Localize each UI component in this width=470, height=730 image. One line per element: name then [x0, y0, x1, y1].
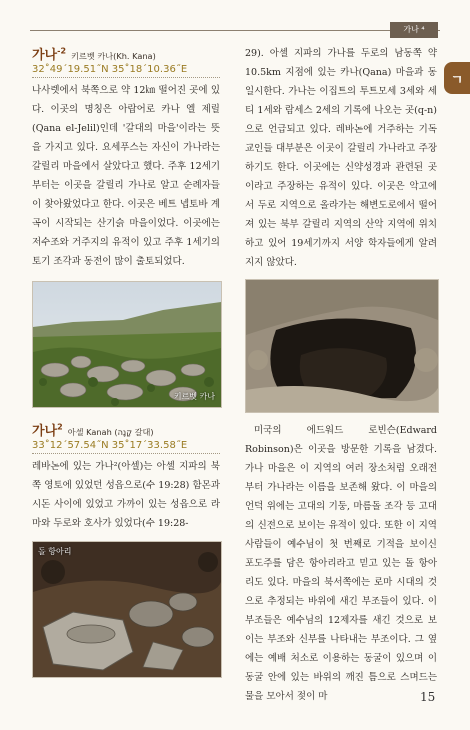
right-paragraph-1: 29). 아셀 지파의 가나를 두로의 남동쪽 약 10.5km 지점에 있는 카나(Qana) 마을과 동일시한다. 가나는 이집트의 투트모세 3세와 세티 1세와 람세스 2세의 기록에 나오는 곳(q-n)으로 언급되고 있다. 레바논에 거주하는 기독교인들 대부분은 이곳이 갈릴리 가나라고 주장하기도 한다. 이곳에는 신약성경과 관련된 곳이라고 주장하는 유적이 있다. 이곳은 악고에서 두로 지역으로 올라가는 해변도로에서 떨어져 있는 북부 갈릴리 지역의 산악 지역에 위치하고 있어 19세기까지 서양 학자들에게 알려지지 않았다.	[245, 48, 437, 268]
kh-kana-landscape-image	[33, 282, 221, 407]
stone-jar-photo	[32, 541, 222, 678]
entry-2-subtitle: 아셀 Kanah (קָנָה 갈대)	[67, 427, 154, 437]
entry-1-title: 가나$^{-2}$	[32, 46, 67, 63]
kh-kana-caption: 키르벳 카나	[173, 392, 215, 401]
stone-jar-image	[33, 542, 221, 677]
right-column	[245, 44, 437, 706]
kh-kana-photo	[32, 281, 222, 408]
entry-1-heading	[32, 44, 220, 63]
index-thumb-tab: ㄱ	[444, 62, 470, 94]
left-column	[32, 44, 220, 690]
section-tab: 가나 ⁴	[390, 22, 438, 38]
right-paragraph-2: 미국의 에드워드 로빈슨(Edward Robinson)은 이곳을 방문한 기록을 남겼다. 가나 마을은 이 지역의 여러 장소처럼 오래전부터 가나라는 이름을 보존해 왔다. 이 마을의 언덕 위에는 고대의 기둥, 마름돌 조각 등 고대의 신전으로 보이는 유적이 있다. 또한 이 지역 사람들이 예수님이 첫 번째로 기적을 보이신 포도주를 담은 항아리라고 믿고 있는 돌 항아리도 있다. 마을의 북서쪽에는 로마 시대의 것으로 추정되는 바위에 새긴 부조들이 있다. 이 부조들은 예수님의 12제자를 새긴 것으로 보이는 부조와 신부를 나타내는 부조이다. 그 옆에는 예배 처소로 이용하는 동굴이 있으며 이 동굴 안에 있는 바위의 깨진 틈으로 스며드는 물을 모아서 젖이 마	[245, 425, 437, 702]
page-number: 15	[420, 690, 436, 704]
entry-1-body: 나사렛에서 북쪽으로 약 12㎞ 떨어진 곳에 있다. 이곳의 명칭은 아랍어로 카나 엘 제릴(Qana el-Jelil)인데 '갈대의 마을'이라는 뜻을 가지고 있다. 요세푸스는 자신이 가나라는 갈릴리 마을에서 살았다고 했다. 주후 12세기부터는 이곳을 갈릴리 가나로 알고 순례자들이 찾아왔었다고 한다. 이곳은 베트 넵토바 계곡이 시작되는 산기슭 마을이었다. 이곳에는 저수조와 거주지의 유적이 있고 주후 1세기의 토기 조각과 동전이 많이 출토되었다.	[32, 85, 220, 267]
entry-2-title: 가나$^2$	[32, 422, 63, 439]
entry-1-coordinates: 32˚49´19.51˝N 35˚18´10.36˝E	[32, 64, 220, 78]
stone-jar-caption: 돌 항아리	[38, 547, 72, 556]
entry-2-body: 레바논에 있는 가나²(아셀)는 아셀 지파의 북쪽 영토에 있었던 성읍으로(수 19:28) 함몬과 시돈 사이에 있었고 가까이 있는 성읍으로 라마와 두로와 호사가 있었다(수 19:28-	[32, 461, 220, 529]
entry-2-coordinates: 33˚12´57.54˝N 35˚17´33.58˝E	[32, 440, 220, 454]
header-rule	[30, 30, 440, 31]
cave-image	[246, 280, 438, 412]
entry-2-heading	[32, 420, 220, 439]
cave-photo	[245, 279, 439, 413]
entry-1-subtitle: 키르벳 카나(Kh. Kana)	[71, 51, 156, 61]
